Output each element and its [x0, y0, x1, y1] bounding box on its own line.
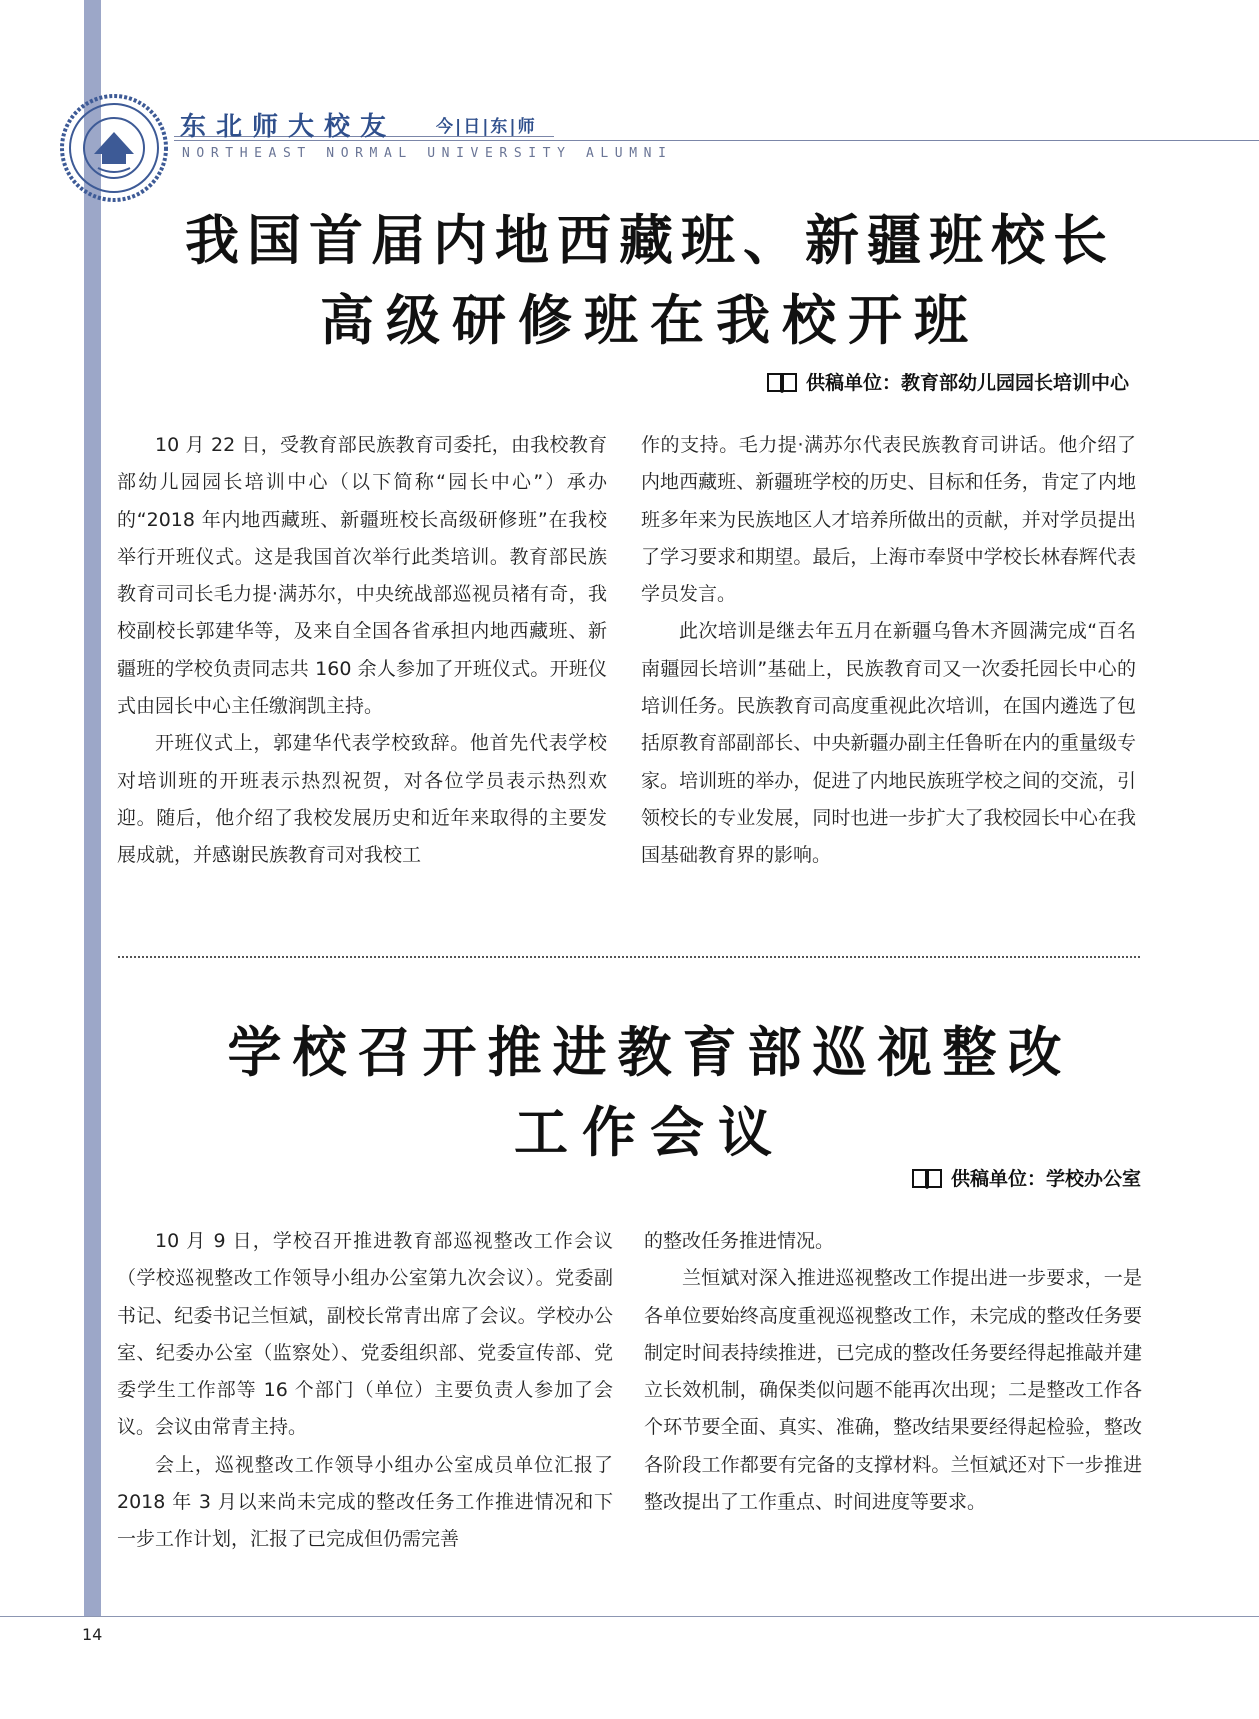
article2-source	[911, 1164, 1141, 1191]
paragraph: 会上，巡视整改工作领导小组办公室成员单位汇报了 2018 年 3 月以来尚未完成的整改任务工作推进情况和下一步工作计划，汇报了已完成但仍需完善	[117, 1453, 613, 1551]
journal-title-en: NORTHEAST NORMAL UNIVERSITY ALUMNI	[182, 146, 673, 161]
article2-source-text: 供稿单位：学校办公室	[950, 1168, 1141, 1190]
article1-column-left	[117, 427, 607, 875]
article1-source	[766, 368, 1129, 395]
paragraph: 10 月 22 日，受教育部民族教育司委托，由我校教育部幼儿园园长培训中心（以下简称“园长中心”）承办的“2018 年内地西藏班、新疆班校长高级研修班”在我校举行开班仪式。这是我国首次举行此类培训。教育部民族教育司司长毛力提·满苏尔，中央统战部巡视员褚有奇，我校副校长郭建华等，及来自全国各省承担内地西藏班、新疆班的学校负责同志共 160 余人参加了开班仪式。开班仪式由园长中心主任缴润凯主持。	[117, 434, 607, 718]
article2-title-line1: 学校召开推进教育部巡视整改	[227, 1020, 1073, 1084]
article2-title-line2: 工作会议	[514, 1100, 786, 1164]
paragraph: 10 月 9 日，学校召开推进教育部巡视整改工作会议（学校巡视整改工作领导小组办公室第九次会议）。党委副书记、纪委书记兰恒斌，副校长常青出席了会议。学校办公室、纪委办公室（监察处）、党委组织部、党委宣传部、党委学生工作部等 16 个部门（单位）主要负责人参加了会议。会议由常青主持。	[117, 1230, 613, 1439]
journal-title: 东北师大校友	[180, 112, 397, 142]
paragraph: 的整改任务推进情况。	[644, 1230, 835, 1252]
paragraph: 此次培训是继去年五月在新疆乌鲁木齐圆满完成“百名南疆园长培训”基础上，民族教育司又一次委托园长中心的培训任务。民族教育司高度重视此次培训，在国内遴选了包括原教育部副部长、中央新疆办副主任鲁昕在内的重量级专家。培训班的举办，促进了内地民族班学校之间的交流，引领校长的专业发展，同时也进一步扩大了我校园长中心在我国基础教育界的影响。	[641, 620, 1136, 867]
open-book-icon	[911, 1166, 943, 1190]
journal-section: 今|日|东|师	[436, 117, 537, 137]
open-book-icon	[766, 370, 798, 394]
article1-source-text: 供稿单位：教育部幼儿园园长培训中心	[805, 372, 1129, 394]
side-accent-bar	[84, 0, 101, 1616]
paragraph: 作的支持。毛力提·满苏尔代表民族教育司讲话。他介绍了内地西藏班、新疆班学校的历史、目标和任务，肯定了内地班多年来为民族地区人才培养所做出的贡献，并对学员提出了学习要求和期望。最后，上海市奉贤中学校长林春辉代表学员发言。	[641, 434, 1136, 606]
university-seal-icon	[58, 92, 170, 204]
article1-title-line2: 高级研修班在我校开班	[320, 288, 980, 352]
article1-column-right	[641, 427, 1136, 875]
article2-column-right	[644, 1223, 1142, 1521]
article1-title-line1: 我国首届内地西藏班、新疆班校长	[185, 208, 1115, 272]
paragraph: 开班仪式上，郭建华代表学校致辞。他首先代表学校对培训班的开班表示热烈祝贺，对各位学员表示热烈欢迎。随后，他介绍了我校发展历史和近年来取得的主要发展成就，并感谢民族教育司对我校工	[117, 732, 607, 867]
page-number: 14	[82, 1625, 103, 1644]
article2-column-left	[117, 1223, 613, 1559]
footer-rule	[0, 1616, 1259, 1617]
section-divider	[118, 956, 1140, 958]
paragraph: 兰恒斌对深入推进巡视整改工作提出进一步要求，一是各单位要始终高度重视巡视整改工作，未完成的整改任务要制定时间表持续推进，已完成的整改任务要经得起推敲并建立长效机制，确保类似问题不能再次出现；二是整改工作各个环节要全面、真实、准确，整改结果要经得起检验，整改各阶段工作都要有完备的支撑材料。兰恒斌还对下一步推进整改提出了工作重点、时间进度等要求。	[644, 1267, 1142, 1514]
